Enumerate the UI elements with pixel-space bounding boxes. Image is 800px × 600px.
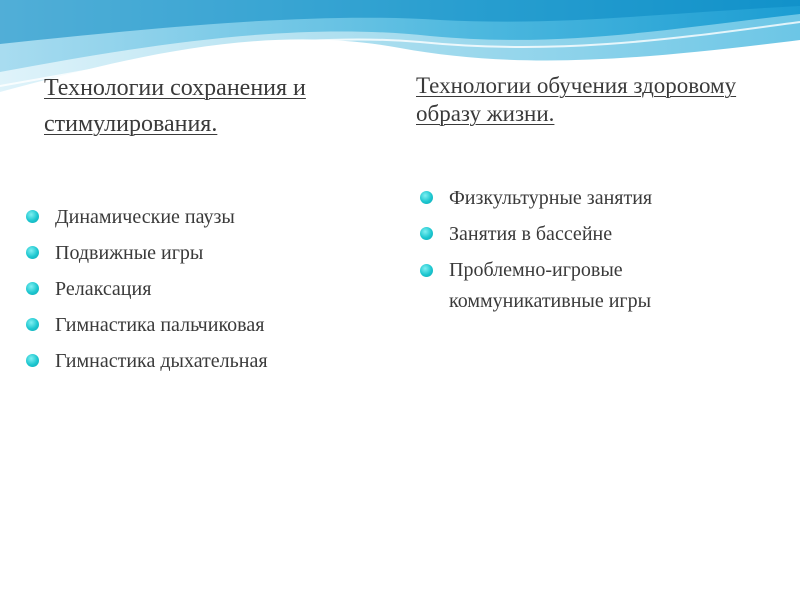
list-item bbox=[24, 307, 394, 343]
list-item-text: Динамические паузы bbox=[55, 206, 235, 228]
bullet-dot-icon bbox=[26, 354, 39, 367]
list-item bbox=[24, 199, 394, 235]
list-item-text: Подвижные игры bbox=[55, 242, 204, 264]
list-item-text: Гимнастика пальчиковая bbox=[55, 314, 265, 336]
bullet-dot-icon bbox=[26, 210, 39, 223]
bullet-dot-icon bbox=[26, 246, 39, 259]
list-item-text: Физкультурные занятия bbox=[449, 187, 653, 209]
left-bullet-list bbox=[24, 199, 394, 379]
list-item-text: Гимнастика дыхательная bbox=[55, 350, 268, 372]
bullet-dot-icon bbox=[26, 318, 39, 331]
bullet-dot-icon bbox=[26, 282, 39, 295]
right-bullet-list bbox=[418, 180, 748, 317]
bullet-dot-icon bbox=[420, 264, 433, 277]
bullet-dot-icon bbox=[420, 227, 433, 240]
list-item bbox=[24, 343, 394, 379]
list-item bbox=[24, 271, 394, 307]
list-item bbox=[418, 180, 748, 216]
list-item-text: Проблемно-игровые коммуникативные игры bbox=[449, 259, 652, 312]
list-item bbox=[24, 235, 394, 271]
list-item-text: Занятия в бассейне bbox=[449, 223, 613, 245]
list-item-text: Релаксация bbox=[55, 278, 152, 300]
right-column-heading: Технологии обучения здоровому образу жизни. bbox=[416, 73, 737, 126]
bullet-dot-icon bbox=[420, 191, 433, 204]
list-item bbox=[418, 255, 748, 317]
list-item bbox=[418, 216, 748, 252]
left-column-heading: Технологии сохранения и стимулирования. bbox=[44, 75, 306, 137]
